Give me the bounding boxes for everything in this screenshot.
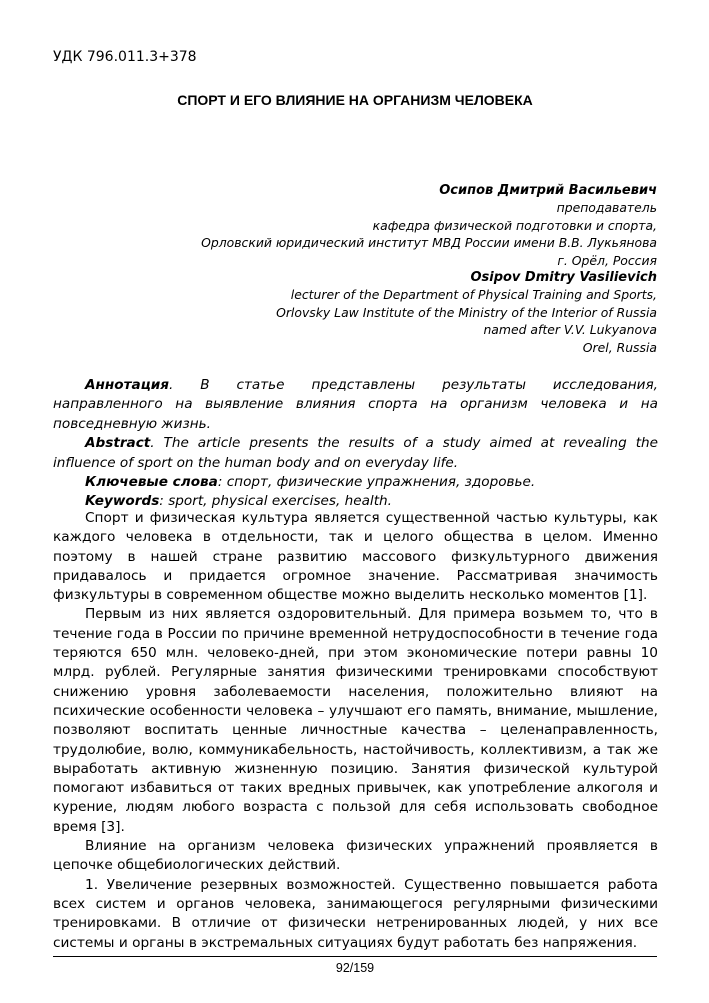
footer-rule <box>53 956 657 957</box>
body-paragraph-4: 1. Увеличение резервных возможностей. Существенно повышается работа всех систем и органов человека, занимающегося регулярными физическими тренировками. В отличие от физически нетренированных людей, у них все системы и органы в экстремальных ситуациях будут работать без напряжения. <box>53 876 658 951</box>
author-name-en: Osipov Dmitry Vasilievich <box>470 270 657 286</box>
author-institute-ru: Орловский юридический институт МВД России имени В.В. Лукьянова <box>201 235 657 251</box>
keywords-ru-text: : спорт, физические упражнения, здоровье. <box>217 474 536 491</box>
author-position-ru: преподаватель <box>556 200 657 216</box>
abstract-ru-text: . В статье представлены результаты исследования, направленного на выявление влияния спорта на организм человека и на повседневную жизнь. <box>53 377 658 432</box>
keywords-ru-label: Ключевые слова <box>85 474 218 491</box>
abstract-block <box>53 376 658 512</box>
abstract-en-text: . The article presents the results of a study aimed at revealing the influence of sport on the human body and on everyday life. <box>53 435 658 471</box>
body-text <box>53 509 658 953</box>
author-institute-en-cont: named after V.V. Lukyanova <box>483 322 657 338</box>
author-institute-en: Orlovsky Law Institute of the Ministry of the Interior of Russia <box>276 304 657 320</box>
abstract-ru <box>53 376 658 434</box>
author-block <box>97 182 657 356</box>
body-paragraph-3: Влияние на организм человека физических упражнений проявляется в цепочке общебиологических действий. <box>53 838 658 874</box>
page-number: 92/159 <box>335 961 375 975</box>
body-paragraph-2: Первым из них является оздоровительный. Для примера возьмем то, что в течение года в России по причине временной нетрудоспособности в течение года теряются 650 млн. человеко-дней, при этом экономические потери равны 10 млрд. рублей. Регулярные занятия физическими тренировками способствуют снижению уровня заболеваемости населения, положительно влияют на психические особенности человека – улучшают его память, внимание, мышление, позволяют воспитать ценные личностные качества – целенаправленность, трудолюбие, волю, коммуникабельность, настойчивость, коллективизм, а так же выработать активную жизненную позицию. Занятия физической культурой помогают избавиться от таких вредных привычек, как употребление алкоголя и курение, людям любого возраста с пользой для себя использовать свободное время [3]. <box>53 606 658 835</box>
author-city-en: Orel, Russia <box>582 339 657 355</box>
keywords-en-text: : sport, physical exercises, health. <box>159 493 392 510</box>
abstract-ru-label: Аннотация <box>85 377 170 393</box>
author-city-ru: г. Орёл, Россия <box>557 252 657 268</box>
author-position-en: lecturer of the Department of Physical Training and Sports, <box>290 287 657 303</box>
author-name-ru: Осипов Дмитрий Васильевич <box>439 183 657 198</box>
article-title: СПОРТ И ЕГО ВЛИЯНИЕ НА ОРГАНИЗМ ЧЕЛОВЕКА <box>177 92 533 108</box>
abstract-en-label: Abstract <box>85 435 151 452</box>
body-paragraph-1: Спорт и физическая культура является существенной частью культуры, как каждого человека в отдельности, так и целого общества в целом. Именно поэтому в нашей стране развитию массового физкультурного движения придавалось и придается огромное значение. Рассматривая значимость физкультуры в современном обществе можно выделить несколько моментов [1]. <box>53 510 658 604</box>
keywords-en-label: Keywords <box>85 493 160 510</box>
abstract-en <box>53 434 658 473</box>
keywords-ru <box>53 473 658 492</box>
udk-code: УДК 796.011.3+378 <box>53 49 197 65</box>
author-department-ru: кафедра физической подготовки и спорта, <box>372 217 657 233</box>
